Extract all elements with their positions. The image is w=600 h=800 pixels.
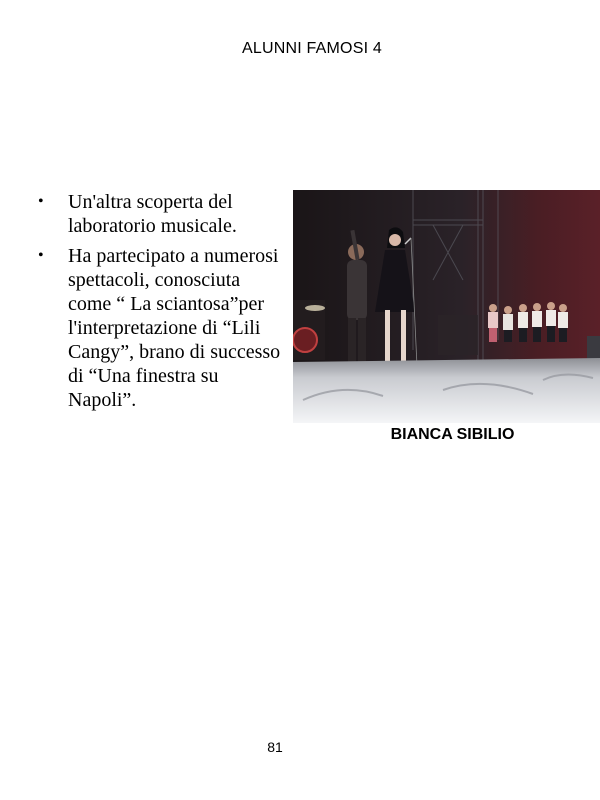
page-title: ALUNNI FAMOSI 4 [242, 40, 382, 57]
bullet-icon: • [38, 247, 44, 264]
page-number: 81 [267, 739, 283, 755]
bullet-icon: • [38, 193, 44, 210]
bullet-list [34, 190, 286, 418]
photo-caption: BIANCA SIBILIO [390, 426, 515, 443]
bullet-text: Un'altra scoperta del laboratorio musicale. [68, 191, 237, 237]
bullet-text: Ha partecipato a numerosi spettacoli, conosciuta come “ La sciantosa”per l'interpretazione di “Lili Cangy”, brano di successo di “Una finestra su Napoli”. [68, 245, 281, 411]
drum-kit [293, 300, 325, 360]
bullet-item [34, 244, 286, 412]
bullet-item [34, 190, 286, 238]
stage-photo [293, 190, 600, 423]
